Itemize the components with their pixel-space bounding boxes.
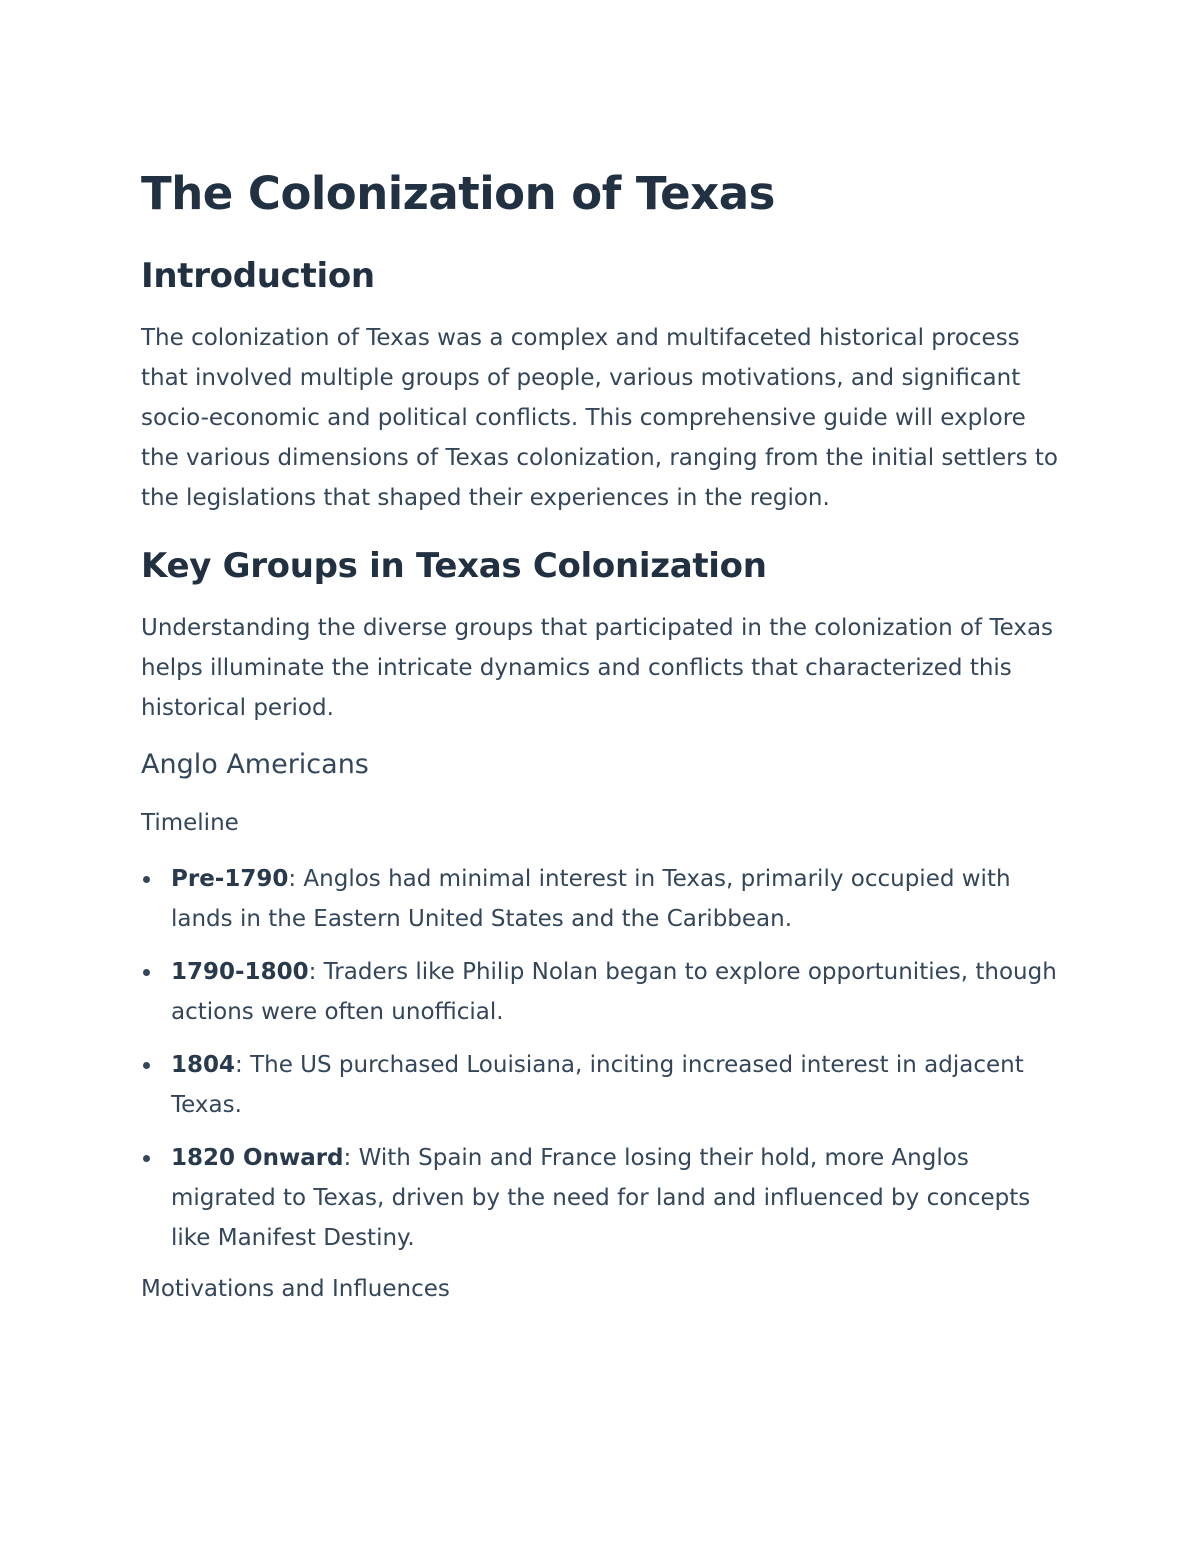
introduction-paragraph: The colonization of Texas was a complex and multifaceted historical process that involved multiple groups of people, various motivations, and significant socio-economic and political conflicts. This comprehensive guide will explore the various dimensions of Texas colonization, ranging from the initial settlers to the legislations that shaped their experiences in the region. bbox=[141, 325, 1058, 511]
timeline-item bbox=[141, 1138, 1061, 1258]
timeline-text: : Anglos had minimal interest in Texas, primarily occupied with lands in the Eastern United States and the Caribbean. bbox=[171, 866, 1011, 932]
timeline-heading: Timeline bbox=[141, 810, 239, 836]
timeline-text: : With Spain and France losing their hold, more Anglos migrated to Texas, driven by the need for land and influenced by concepts like Manifest Destiny. bbox=[171, 1145, 1031, 1251]
document-page bbox=[141, 160, 1061, 1307]
anglo-americans-heading: Anglo Americans bbox=[141, 749, 369, 780]
timeline-item bbox=[141, 859, 1061, 939]
timeline-term: 1820 Onward bbox=[171, 1145, 344, 1171]
bullet-dot-icon bbox=[143, 1062, 150, 1069]
timeline-text: : The US purchased Louisiana, inciting increased interest in adjacent Texas. bbox=[171, 1052, 1024, 1118]
timeline-item bbox=[141, 952, 1061, 1032]
document-title: The Colonization of Texas bbox=[141, 167, 775, 220]
key-groups-paragraph: Understanding the diverse groups that participated in the colonization of Texas helps illuminate the intricate dynamics and conflicts that characterized this historical period. bbox=[141, 615, 1054, 721]
timeline-item bbox=[141, 1045, 1061, 1125]
timeline-text: : Traders like Philip Nolan began to explore opportunities, though actions were often unofficial. bbox=[171, 959, 1057, 1025]
motivations-heading: Motivations and Influences bbox=[141, 1276, 450, 1302]
timeline-term: 1790-1800 bbox=[171, 959, 309, 985]
introduction-heading: Introduction bbox=[141, 256, 375, 296]
timeline-term: 1804 bbox=[171, 1052, 236, 1078]
timeline-list bbox=[141, 859, 1061, 1258]
bullet-dot-icon bbox=[143, 876, 150, 883]
timeline-term: Pre-1790 bbox=[171, 866, 289, 892]
key-groups-heading: Key Groups in Texas Colonization bbox=[141, 546, 767, 586]
bullet-dot-icon bbox=[143, 1155, 150, 1162]
bullet-dot-icon bbox=[143, 969, 150, 976]
